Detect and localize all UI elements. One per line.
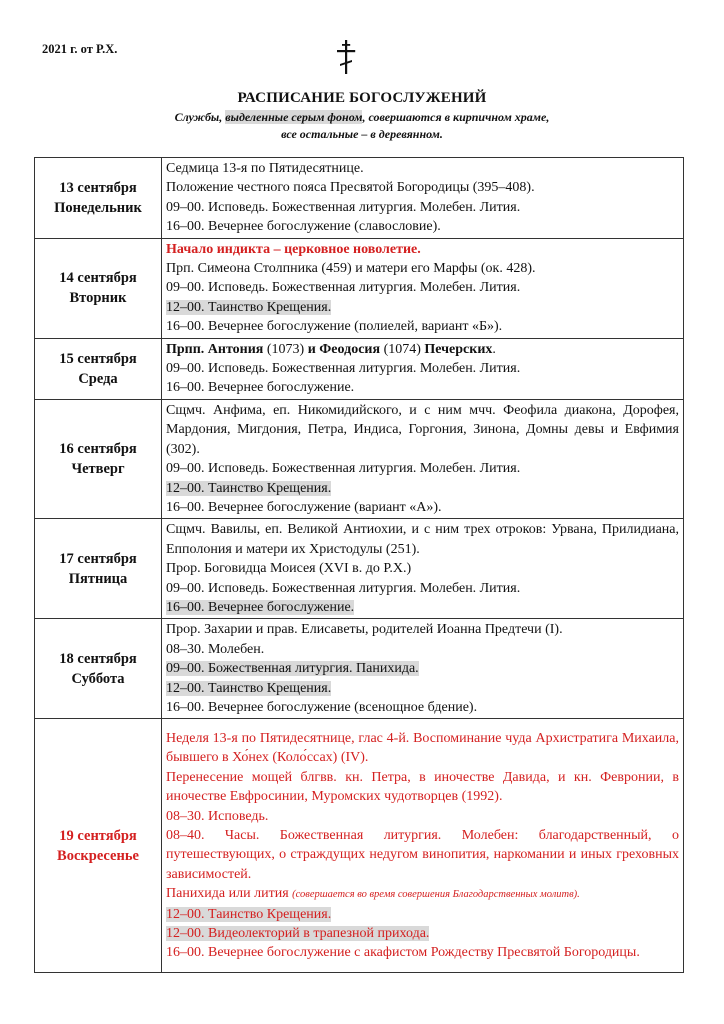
service-line: 08–40. Часы. Божественная литургия. Молебен: благодарственный, о путешествующих, о страждущих недугом винопития, наркомании и иных греховных зависимостей.: [166, 827, 679, 882]
day-cell: [35, 158, 162, 239]
day-cell: [35, 619, 162, 719]
service-line: 12–00. Таинство Крещения.: [166, 480, 332, 496]
service-line: 08–30. Молебен.: [166, 641, 265, 657]
table-row: [35, 719, 684, 973]
day-date: 13 сентября: [59, 179, 137, 196]
service-line: 16–00. Вечернее богослужение (славословие).: [166, 219, 441, 235]
day-weekday: Вторник: [69, 290, 127, 307]
service-line: 12–00. Видеолекторий в трапезной прихода.: [166, 926, 430, 941]
day-weekday: Пятница: [68, 570, 128, 587]
day-date: 15 сентября: [59, 350, 137, 367]
service-line: Положение честного пояса Пресвятой Богородицы (395–408).: [166, 180, 535, 196]
day-weekday: Воскресенье: [57, 847, 139, 864]
service-line: 08–30. Исповедь.: [166, 808, 269, 824]
service-line: Прор. Захарии и прав. Елисаветы, родителей Иоанна Предтечи (I).: [166, 622, 563, 638]
service-line: 09–00. Исповедь. Божественная литургия. Молебен. Лития.: [166, 280, 521, 296]
day-weekday: Четверг: [71, 461, 125, 478]
day-weekday: Суббота: [71, 670, 125, 687]
day-date: 18 сентября: [59, 650, 137, 667]
day-cell: [35, 238, 162, 338]
service-line: Седмица 13-я по Пятидесятнице.: [166, 161, 364, 176]
day-cell: [35, 719, 162, 973]
service-line: 12–00. Таинство Крещения.: [166, 299, 332, 315]
day-cell: [35, 338, 162, 399]
services-cell: [162, 719, 684, 973]
service-line: 16–00. Вечернее богослужение (вариант «А»).: [166, 499, 442, 515]
table-row: [35, 338, 684, 399]
table-row: [35, 158, 684, 239]
service-line: Неделя 13-я по Пятидесятнице, глас 4-й. Воспоминание чуда Архистратига Михаила, бывшего в Хо́нех (Коло́ссах) (IV).: [166, 730, 679, 766]
services-cell: [162, 619, 684, 719]
page-title: РАСПИСАНИЕ БОГОСЛУЖЕНИЙ: [237, 90, 487, 106]
services-cell: [162, 238, 684, 338]
service-line: 16–00. Вечернее богослужение с акафистом Рождеству Пресвятой Богородицы.: [166, 945, 640, 961]
service-line: Начало индикта – церковное новолетие.: [166, 241, 421, 257]
table-row: [35, 238, 684, 338]
day-date: 16 сентября: [59, 441, 137, 458]
service-line: Прпп. Антония (1073) и Феодосия (1074) Печерских.: [166, 341, 496, 357]
service-line: 09–00. Божественная литургия. Панихида.: [166, 661, 419, 677]
service-line: 12–00. Таинство Крещения.: [166, 906, 332, 922]
day-weekday: Понедельник: [54, 199, 142, 216]
service-line: Перенесение мощей блгвв. кн. Петра, в иночестве Давида, и кн. Февронии, в иночестве Евфросинии, Муромских чудотворцев (1992).: [166, 769, 679, 805]
day-date: 17 сентября: [59, 550, 137, 567]
services-cell: [162, 158, 684, 239]
service-line: 16–00. Вечернее богослужение (всенощное бдение).: [166, 699, 478, 715]
table-row: [35, 619, 684, 719]
subtitle-line-2: все остальные – в деревянном.: [281, 127, 443, 141]
service-line: Панихида или лития (совершается во время совершения Благодарственных молитв).: [166, 886, 580, 902]
schedule-table: [34, 157, 684, 973]
table-row: [35, 399, 684, 518]
year-label: 2021 г. от Р.Х.: [42, 42, 118, 56]
table-row: [35, 519, 684, 619]
service-line: 12–00. Таинство Крещения.: [166, 680, 332, 696]
service-line: 09–00. Исповедь. Божественная литургия. Молебен. Лития.: [166, 580, 521, 596]
services-cell: [162, 399, 684, 518]
service-line: 16–00. Вечернее богослужение (полиелей, вариант «Б»).: [166, 319, 503, 335]
service-line: 16–00. Вечернее богослужение.: [166, 599, 355, 615]
subtitle-line-1: Службы, выделенные серым фоном, совершаются в кирпичном храме,: [174, 110, 550, 124]
service-line: Прп. Симеона Столпника (459) и матери его Марфы (ок. 428).: [166, 261, 536, 277]
service-line: Прор. Боговидца Моисея (XVI в. до Р.Х.): [166, 561, 412, 577]
service-line: Сщмч. Вавилы, еп. Великой Антиохии, и с ним трех отроков: Урвана, Прилидиана, Епполония и матери их Христодулы (251).: [166, 522, 679, 557]
day-weekday: Среда: [78, 370, 118, 387]
day-cell: [35, 519, 162, 619]
service-line: 09–00. Исповедь. Божественная литургия. Молебен. Лития.: [166, 461, 521, 477]
service-line: 09–00. Исповедь. Божественная литургия. Молебен. Лития.: [166, 199, 521, 215]
day-cell: [35, 399, 162, 518]
day-date: 14 сентября: [59, 270, 137, 287]
services-cell: [162, 338, 684, 399]
service-line: 09–00. Исповедь. Божественная литургия. Молебен. Лития.: [166, 361, 521, 377]
day-date: 19 сентября: [59, 827, 137, 844]
service-line: 16–00. Вечернее богослужение.: [166, 380, 355, 396]
orthodox-cross-icon: [334, 40, 358, 74]
service-line: Сщмч. Анфима, еп. Никомидийского, и с ним мчч. Феофила диакона, Дорофея, Мардония, Мигдония, Петра, Индиса, Горгония, Зинона, Домны девы и Евфимия (302).: [166, 402, 679, 457]
services-cell: [162, 519, 684, 619]
